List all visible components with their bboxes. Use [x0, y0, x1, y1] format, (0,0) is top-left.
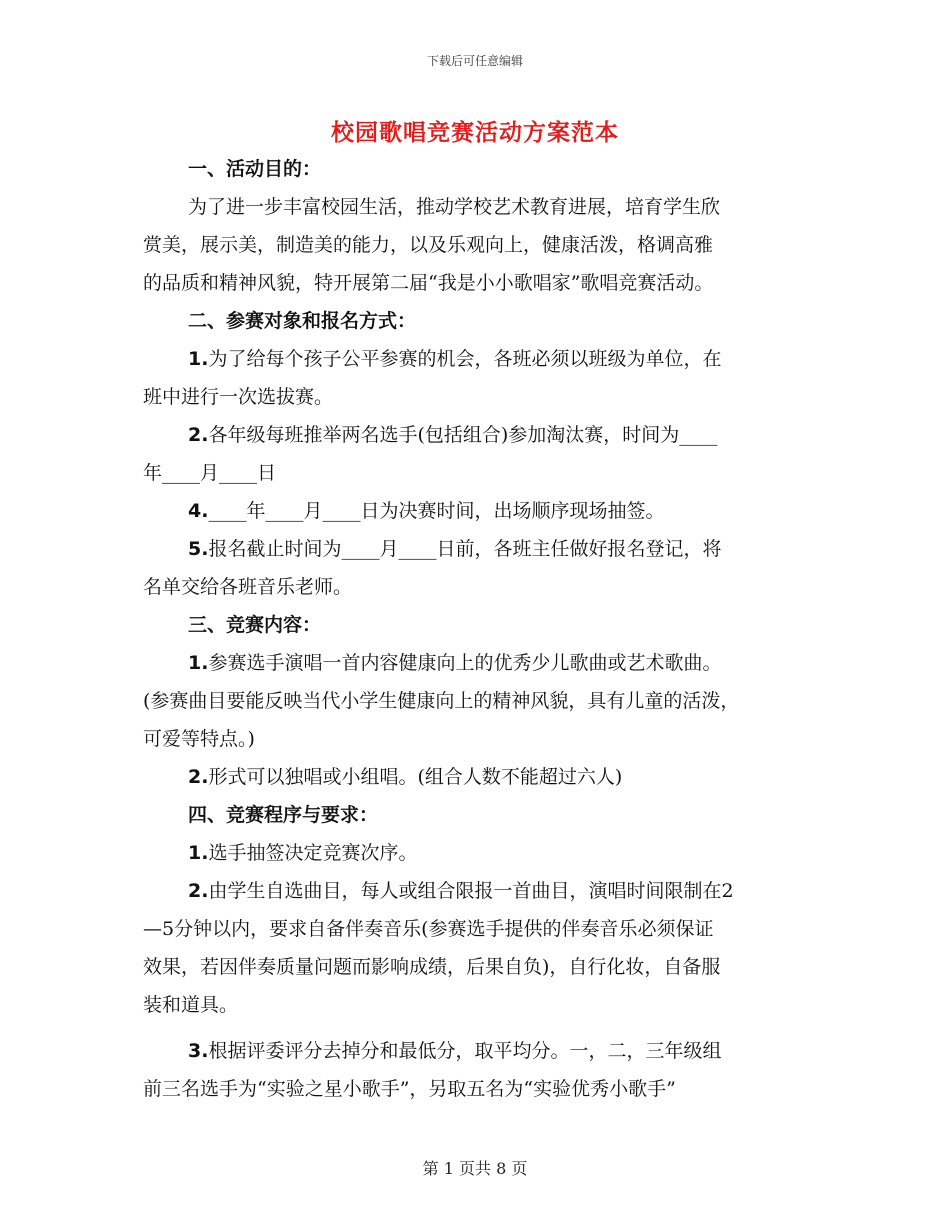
item-number: 1.: [188, 348, 209, 370]
paragraph-line: 班中进行一次选拔赛。: [143, 386, 334, 408]
paragraph-line: —5分钟以内，要求自备伴奏音乐(参赛选手提供的伴奏音乐必须保证: [143, 918, 714, 940]
document-body: [143, 150, 811, 1108]
document-title: 校园歌唱竞赛活动方案范本: [331, 119, 619, 146]
section-heading: 三、竞赛内容：: [188, 614, 322, 636]
paragraph-line: 装和道具。: [143, 994, 239, 1016]
item-text: 选手抽签决定竞赛次序。: [208, 842, 418, 864]
paragraph-line: 的品质和精神风貌，特开展第二届“我是小小歌唱家”歌唱竞赛活动。: [143, 272, 714, 294]
item-text: 参赛选手演唱一首内容健康向上的优秀少儿歌曲或艺术歌曲。: [208, 652, 722, 674]
item-number: 1.: [188, 842, 209, 864]
list-item: [143, 340, 811, 378]
page-footer: 第 1 页共 8 页: [422, 1159, 528, 1178]
list-item: [143, 872, 811, 910]
item-text: 为了给每个孩子公平参赛的机会，各班必须以班级为单位，在: [208, 348, 722, 370]
page-header: 下载后可任意编辑: [426, 54, 523, 68]
item-number: 2.: [188, 766, 209, 788]
section-heading: 一、活动目的：: [188, 158, 322, 180]
paragraph-line: 赏美，展示美，制造美的能力，以及乐观向上，健康活泼，格调高雅: [143, 234, 714, 256]
list-item: [143, 834, 811, 872]
list-item: [143, 758, 811, 796]
paragraph-line: 年____月____日: [143, 462, 277, 484]
paragraph-gap: [143, 1024, 811, 1032]
paragraph-line: 为了进一步丰富校园生活，推动学校艺术教育进展，培育学生欣: [188, 196, 721, 218]
paragraph-line: 前三名选手为“实验之星小歌手”，另取五名为“实验优秀小歌手”: [143, 1078, 676, 1100]
list-item: [143, 530, 811, 568]
item-number: 4.: [188, 500, 209, 522]
list-item: [143, 644, 811, 682]
item-text: ____年____月____日为决赛时间，出场顺序现场抽签。: [208, 500, 665, 522]
paragraph-line: 名单交给各班音乐老师。: [143, 576, 353, 598]
item-text: 形式可以独唱或小组唱。(组合人数不能超过六人): [208, 766, 623, 788]
list-item: [143, 1032, 811, 1070]
paragraph-line: 效果，若因伴奏质量问题而影响成绩，后果自负)，自行化妆，自备服: [143, 956, 721, 978]
list-item: [143, 416, 811, 454]
item-number: 1.: [188, 652, 209, 674]
item-number: 5.: [188, 538, 209, 560]
paragraph-line: (参赛曲目要能反映当代小学生健康向上的精神风貌，具有儿童的活泼，: [143, 690, 740, 712]
section-heading: 二、参赛对象和报名方式：: [188, 310, 417, 332]
item-text: 根据评委评分去掉分和最低分，取平均分。一，二，三年级组: [208, 1040, 722, 1062]
item-text: 各年级每班推举两名选手(包括组合)参加淘汰赛，时间为____: [208, 424, 718, 446]
section-heading: 四、竞赛程序与要求：: [188, 804, 379, 826]
item-number: 2.: [188, 424, 209, 446]
item-number: 2.: [188, 880, 209, 902]
item-text: 报名截止时间为____月____日前，各班主任做好报名登记，将: [208, 538, 722, 560]
paragraph-line: 可爱等特点。): [143, 728, 255, 750]
item-text: 由学生自选曲目，每人或组合限报一首曲目，演唱时间限制在2: [208, 880, 734, 902]
item-number: 3.: [188, 1040, 209, 1062]
list-item: [143, 492, 811, 530]
